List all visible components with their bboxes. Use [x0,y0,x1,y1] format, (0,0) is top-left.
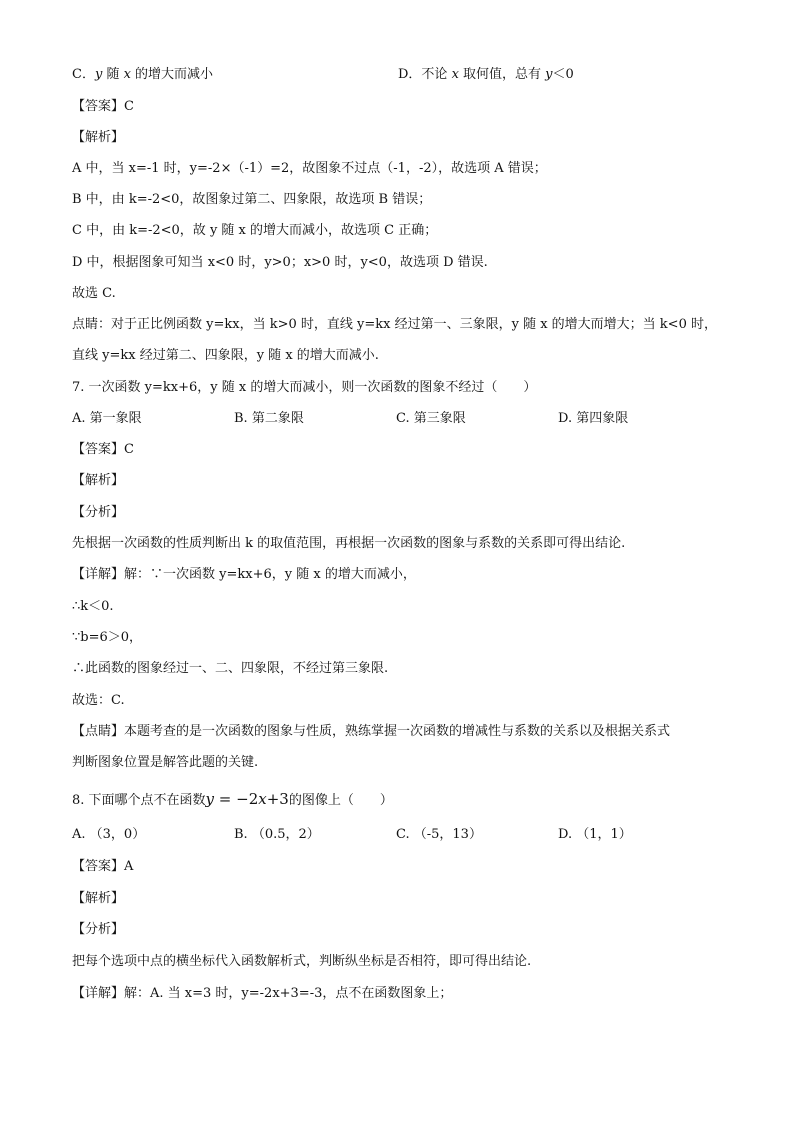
q8-question: 8. 下面哪个点不在函数y = −2x+3的图像上（ ） [72,790,393,808]
q7-option-d: D. 第四象限 [558,411,629,426]
q7-analysis-label: 【解析】 [72,473,125,488]
q6-remark-line: 点睛：对于正比例函数 y=kx，当 k>0 时，直线 y=kx 经过第一、三象限，y 随 x 的增大而增大；当 k<0 时， [72,317,717,332]
q7-detail-line: 【详解】解：∵一次函数 y=kx+6，y 随 x 的增大而减小， [72,567,416,582]
q6-remark-line: 直线 y=kx 经过第二、四象限，y 随 x 的增大而减小. [72,348,379,363]
q7-remark-line: 判断图象位置是解答此题的关键. [72,755,259,770]
q7-detail-line: ∴k＜0. [72,599,114,614]
q8-option-c: C. （-5，13） [396,827,482,842]
q6-option-c: C．y 随 x 的增大而减小 [72,67,214,82]
q7-detail-line: 故选：C. [72,693,125,708]
q6-option-d: D．不论 x 取何值，总有 y＜0 [398,67,574,82]
q7-answer: 【答案】C [72,442,134,457]
q6-analysis-label: 【解析】 [72,130,125,145]
q6-analysis-line: D 中，根据图象可知当 x<0 时，y>0；x>0 时，y<0，故选项 D 错误. [72,255,488,270]
q8-analysis-sub: 【分析】 [72,922,125,937]
q7-detail-line: ∵b=6＞0， [72,630,143,645]
q7-detail-line: ∴此函数的图象经过一、二、四象限，不经过第三象限. [72,661,389,676]
q8-option-d: D. （1，1） [558,827,632,842]
q7-option-c: C. 第三象限 [396,411,466,426]
q7-question: 7. 一次函数 y=kx+6，y 随 x 的增大而减小，则一次函数的图象不经过（ ） [72,380,537,395]
q7-analysis-text: 先根据一次函数的性质判断出 k 的取值范围，再根据一次函数的图象与系数的关系即可得出结论. [72,536,626,551]
q8-detail-line: 【详解】解：A. 当 x=3 时，y=-2x+3=-3，点不在函数图象上； [72,986,453,1001]
q7-remark-line: 【点睛】本题考查的是一次函数的图象与性质，熟练掌握一次函数的增减性与系数的关系以及根据关系式 [72,724,671,739]
q6-answer: 【答案】C [72,99,134,114]
q6-analysis-line: 故选 C. [72,286,116,301]
q8-option-b: B. （0.5，2） [234,827,320,842]
q6-analysis-line: B 中，由 k=-2<0，故图象过第二、四象限，故选项 B 错误； [72,192,432,207]
q6-analysis-line: C 中，由 k=-2<0，故 y 随 x 的增大而减小，故选项 C 正确； [72,223,438,238]
q6-analysis-line: A 中，当 x=-1 时，y=-2×（-1）=2，故图象不过点（-1，-2），故选项 A 错误； [72,161,547,176]
q8-analysis-text: 把每个选项中点的横坐标代入函数解析式，判断纵坐标是否相符，即可得出结论. [72,954,532,969]
q7-option-b: B. 第二象限 [234,411,304,426]
q8-analysis-label: 【解析】 [72,891,125,906]
q8-answer: 【答案】A [72,859,134,874]
q7-option-a: A. 第一象限 [72,411,142,426]
q8-option-a: A. （3，0） [72,827,146,842]
q7-analysis-sub: 【分析】 [72,505,125,520]
